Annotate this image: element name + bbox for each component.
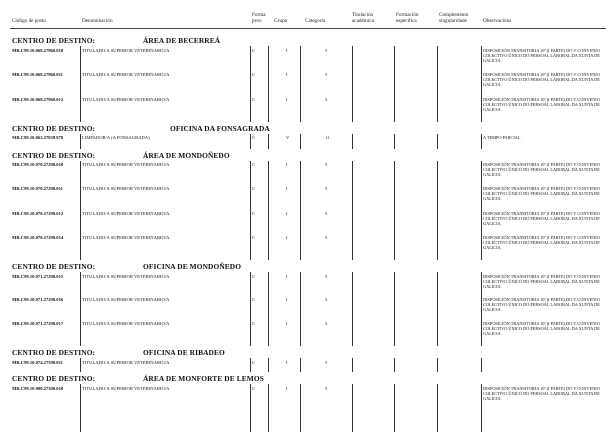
post-observacions: DISPOSICIÓN TRANSITORIA 10ª (I PARTE) DO V CONVENIO COLECTIVO ÚNICO DO PERSOAL LABORAL DA XUNTA DE GALICIA. [483, 186, 600, 202]
column-rule [250, 46, 251, 122]
post-forma: C [252, 186, 256, 191]
post-denomination: TITULADO/A SUPERIOR VETERINARIO/A [82, 186, 170, 191]
column-rule [437, 46, 438, 122]
post-grupo: I [286, 162, 288, 167]
post-code: MR.C99.10.070.27290.012 [12, 211, 64, 216]
post-grupo: I [286, 321, 288, 326]
post-categoria: 5 [325, 97, 328, 102]
column-rule [250, 161, 251, 260]
post-observacions: DISPOSICIÓN TRANSITORIA 10ª (I PARTE) DO V CONVENIO COLECTIVO ÚNICO DO PERSOAL LABORAL DA XUNTA DE GALICIA. [483, 386, 600, 402]
post-categoria: 5 [325, 186, 328, 191]
post-categoria: 5 [325, 162, 328, 167]
header-titulacion: Titulación académica [352, 12, 374, 24]
post-code: MR.C99.10.070.27290.014 [12, 235, 64, 240]
post-grupo: I [286, 211, 288, 216]
column-rule [481, 384, 482, 432]
column-rule [80, 272, 81, 346]
column-rule [300, 134, 301, 149]
post-code: MR.C99.10.068.27960.011 [12, 72, 63, 77]
post-code: MR.C99.10.070.27290.010 [12, 162, 64, 167]
header-denominacion: Denominación [82, 18, 113, 24]
post-categoria: 5 [325, 48, 328, 53]
column-rule [300, 46, 301, 122]
centro-name: ÁREA DE MONFORTE DE LEMOS [143, 374, 264, 383]
post-categoria: 5 [325, 360, 328, 365]
column-rule [394, 272, 395, 346]
column-rule [352, 272, 353, 346]
post-forma: C [252, 274, 256, 279]
post-grupo: I [286, 186, 288, 191]
column-rule [352, 358, 353, 372]
header-observacions: Observacións [483, 18, 512, 24]
post-denomination: TITULADO/A SUPERIOR VETERINARIO/A [82, 48, 170, 53]
column-rule [352, 46, 353, 122]
post-grupo: I [286, 274, 288, 279]
post-grupo: I [286, 386, 288, 391]
post-observacions: DISPOSICIÓN TRANSITORIA 10ª (I PARTE) DO V CONVENIO COLECTIVO ÚNICO DO PERSOAL LABORAL DA XUNTA DE GALICIA. [483, 72, 600, 88]
header-codigo: Código de posto [12, 18, 47, 24]
centro-label: CENTRO DE DESTINO: [12, 36, 96, 45]
post-forma: C [252, 360, 256, 365]
column-rule [268, 46, 269, 122]
column-rule [437, 272, 438, 346]
column-rule [80, 161, 81, 260]
post-denomination: TITULADO/A SUPERIOR VETERINARIO/A [82, 321, 170, 326]
column-rule [300, 161, 301, 260]
post-observacions: DISPOSICIÓN TRANSITORIA 10ª (I PARTE) DO V CONVENIO COLECTIVO ÚNICO DO PERSOAL LABORAL DA XUNTA DE GALICIA. [483, 211, 600, 227]
post-categoria: 5 [325, 297, 328, 302]
column-rule [80, 384, 81, 432]
post-denomination: LIMPADOR/A (A FONSAGRADA) [82, 135, 150, 140]
post-grupo: I [286, 297, 288, 302]
post-forma: C [252, 321, 256, 326]
column-rule [481, 134, 482, 149]
post-categoria: 5 [325, 274, 328, 279]
column-rule [394, 384, 395, 432]
post-forma: C [252, 72, 256, 77]
post-forma: C [252, 97, 256, 102]
post-code: MR.C99.10.074.27590.011 [12, 360, 63, 365]
column-rule [394, 161, 395, 260]
centro-label: CENTRO DE DESTINO: [12, 262, 96, 271]
post-observacions: DISPOSICIÓN TRANSITORIA 10ª (I PARTE) DO V CONVENIO COLECTIVO ÚNICO DO PERSOAL LABORAL DA XUNTA DE GALICIA. [483, 235, 600, 251]
column-rule [80, 46, 81, 122]
column-rule [481, 46, 482, 122]
post-denomination: TITULADO/A SUPERIOR VETERINARIO/A [82, 386, 170, 391]
header-complemento: Complemento singularidade [439, 12, 469, 24]
column-rule [394, 46, 395, 122]
centro-name: OFICINA DE RIBADEO [143, 348, 225, 357]
centro-name: ÁREA DE MONDOÑEDO [143, 151, 230, 160]
post-grupo: I [286, 72, 288, 77]
column-rule [268, 134, 269, 149]
column-rule [300, 358, 301, 372]
centro-name: OFICINA DE MONDOÑEDO [143, 262, 242, 271]
post-categoria: 5 [325, 72, 328, 77]
post-forma: C [252, 48, 256, 53]
post-denomination: TITULADO/A SUPERIOR VETERINARIO/A [82, 162, 170, 167]
column-rule [268, 161, 269, 260]
post-observacions: DISPOSICIÓN TRANSITORIA 10ª (I PARTE) DO V CONVENIO COLECTIVO ÚNICO DO PERSOAL LABORAL DA XUNTA DE GALICIA. [483, 97, 600, 113]
post-categoria: 5 [325, 321, 328, 326]
header-formacion: Formación específica [396, 12, 419, 24]
column-rule [268, 384, 269, 432]
column-rule [268, 358, 269, 372]
post-categoria: 5 [325, 211, 328, 216]
column-rule [268, 272, 269, 346]
column-rule [80, 358, 81, 372]
post-code: MR.C99.10.068.27960.010 [12, 48, 64, 53]
centro-name: ÁREA DE BECERREÁ [143, 36, 221, 45]
post-grupo: I [286, 97, 288, 102]
column-rule [300, 272, 301, 346]
centro-label: CENTRO DE DESTINO: [12, 374, 96, 383]
post-denomination: TITULADO/A SUPERIOR VETERINARIO/A [82, 97, 170, 102]
column-rule [481, 358, 482, 372]
post-observacions: A TEMPO PARCIAL [483, 135, 521, 140]
column-rule [352, 161, 353, 260]
post-code: MR.C99.10.080.27300.010 [12, 386, 64, 391]
column-rule [80, 134, 81, 149]
post-denomination: TITULADO/A SUPERIOR VETERINARIO/A [82, 360, 170, 365]
post-observacions: DISPOSICIÓN TRANSITORIA 10ª (I PARTE) DO V CONVENIO COLECTIVO ÚNICO DO PERSOAL LABORAL DA XUNTA DE GALICIA. [483, 48, 600, 64]
post-observacions: DISPOSICIÓN TRANSITORIA 10ª (I PARTE) DO V CONVENIO COLECTIVO ÚNICO DO PERSOAL LABORAL DA XUNTA DE GALICIA. [483, 321, 600, 337]
post-forma: C [252, 297, 256, 302]
post-forma: C [252, 162, 256, 167]
post-code: MR.C99.10.070.27290.011 [12, 186, 63, 191]
column-rule [300, 384, 301, 432]
header-forma: Forma prov. [252, 12, 266, 24]
column-rule [250, 358, 251, 372]
post-categoria: 11 [325, 135, 330, 140]
column-rule [437, 134, 438, 149]
post-grupo: V [286, 135, 290, 140]
header-categoria: Categoría [305, 18, 326, 24]
post-code: MR.C99.10.068.27960.012 [12, 97, 64, 102]
post-code: MR.C99.10.071.27290.016 [12, 297, 64, 302]
post-denomination: TITULADO/A SUPERIOR VETERINARIO/A [82, 235, 170, 240]
post-denomination: TITULADO/A SUPERIOR VETERINARIO/A [82, 211, 170, 216]
column-rule [437, 384, 438, 432]
post-denomination: TITULADO/A SUPERIOR VETERINARIO/A [82, 297, 170, 302]
post-observacions: DISPOSICIÓN TRANSITORIA 10ª (I PARTE) DO V CONVENIO COLECTIVO ÚNICO DO PERSOAL LABORAL DA XUNTA DE GALICIA. [483, 297, 600, 313]
column-rule [352, 384, 353, 432]
column-rule [437, 161, 438, 260]
column-rule [250, 134, 251, 149]
column-rule [481, 161, 482, 260]
post-grupo: I [286, 360, 288, 365]
column-rule [394, 134, 395, 149]
post-forma: C [252, 135, 256, 140]
column-rule [352, 134, 353, 149]
header-rule [10, 28, 606, 29]
post-observacions: DISPOSICIÓN TRANSITORIA 10ª (I PARTE) DO V CONVENIO COLECTIVO ÚNICO DO PERSOAL LABORAL DA XUNTA DE GALICIA. [483, 162, 600, 178]
post-categoria: 5 [325, 235, 328, 240]
centro-label: CENTRO DE DESTINO: [12, 124, 96, 133]
post-code: MR.C99.10.071.27290.017 [12, 321, 64, 326]
post-grupo: I [286, 48, 288, 53]
centro-name: OFICINA DA FONSAGRADA [170, 124, 270, 133]
header-grupo: Grupo [274, 18, 288, 24]
post-forma: C [252, 386, 256, 391]
column-rule [394, 358, 395, 372]
column-rule [250, 384, 251, 432]
post-categoria: 5 [325, 386, 328, 391]
post-forma: C [252, 211, 256, 216]
post-code: MR.C99.10.071.27290.015 [12, 274, 64, 279]
post-code: MR.C99.10.062.27038.070 [12, 135, 64, 140]
post-observacions: DISPOSICIÓN TRANSITORIA 10ª (I PARTE) DO V CONVENIO COLECTIVO ÚNICO DO PERSOAL LABORAL DA XUNTA DE GALICIA. [483, 274, 600, 290]
table-header [0, 0, 615, 30]
column-rule [481, 272, 482, 346]
column-rule [437, 358, 438, 372]
column-rule [250, 272, 251, 346]
centro-label: CENTRO DE DESTINO: [12, 348, 96, 357]
post-denomination: TITULADO/A SUPERIOR VETERINARIO/A [82, 274, 170, 279]
post-forma: C [252, 235, 256, 240]
post-grupo: I [286, 235, 288, 240]
centro-label: CENTRO DE DESTINO: [12, 151, 96, 160]
post-denomination: TITULADO/A SUPERIOR VETERINARIO/A [82, 72, 170, 77]
